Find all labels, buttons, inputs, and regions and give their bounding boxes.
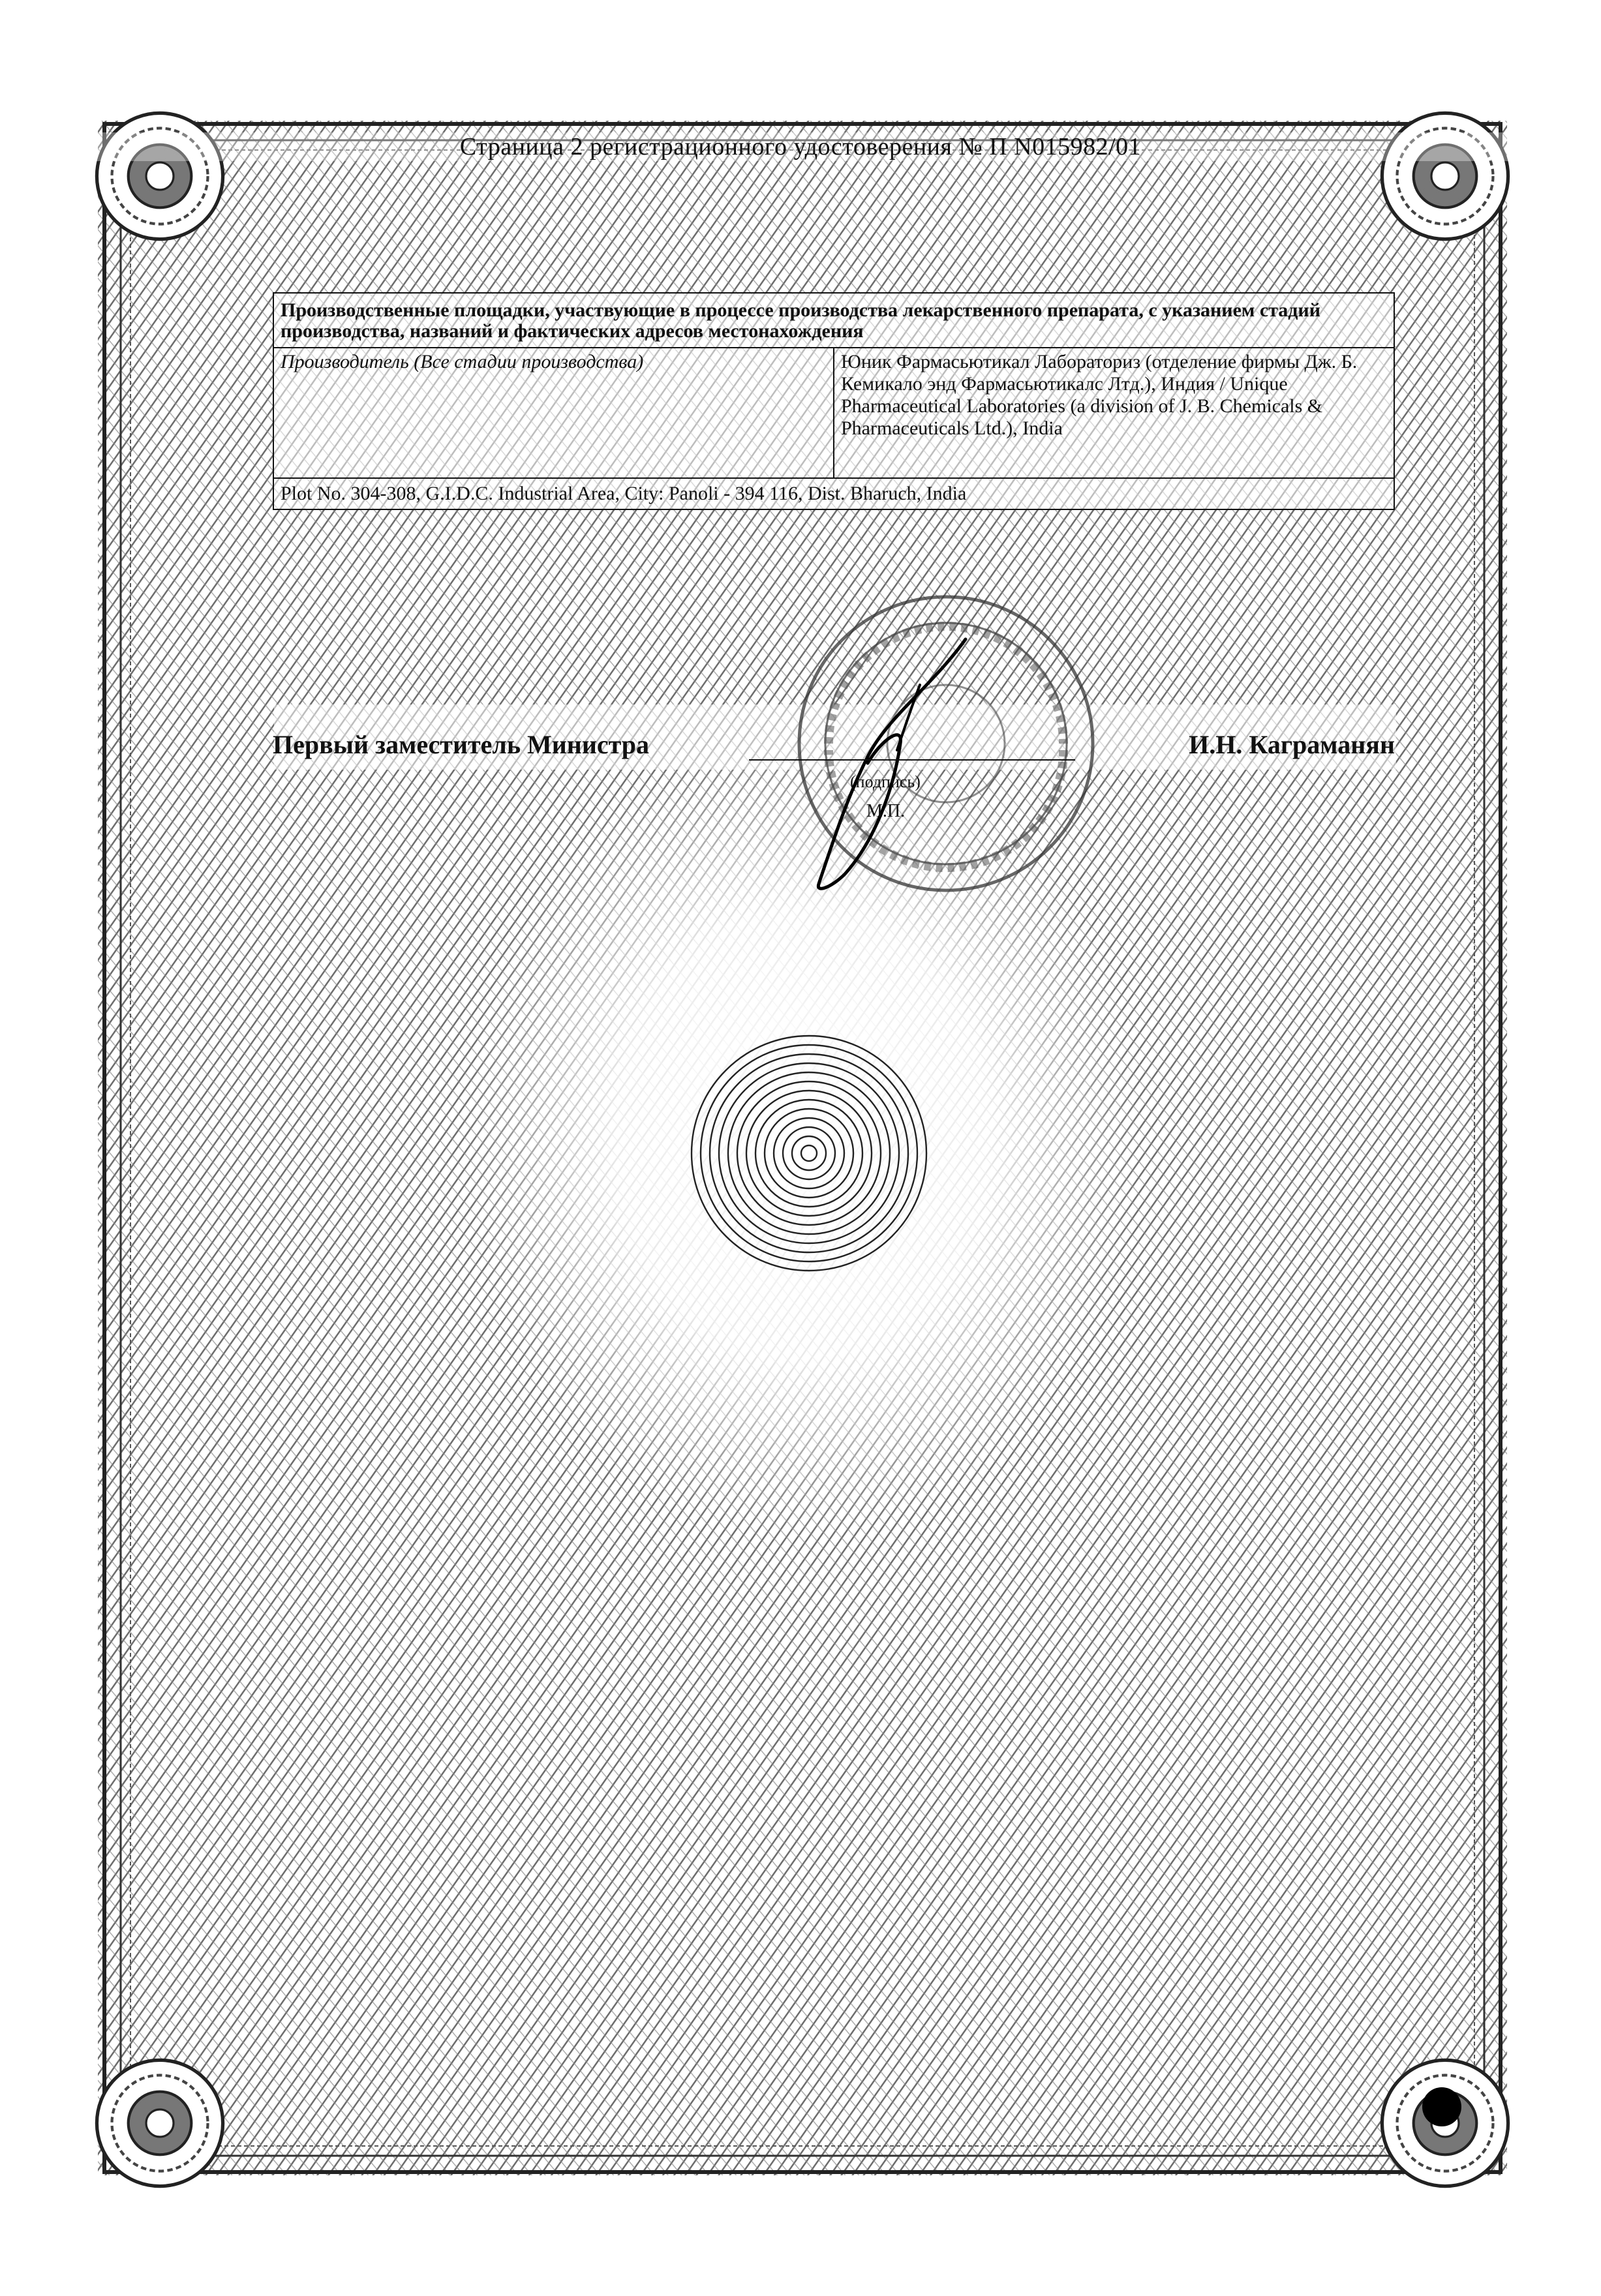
corner-ornament-top-right xyxy=(1377,108,1514,245)
black-dot-mark xyxy=(1422,2087,1461,2126)
corner-ornament-top-left xyxy=(91,108,228,245)
signature-caption: (подпись) xyxy=(850,772,921,791)
production-sites-table xyxy=(273,292,1395,510)
table-row xyxy=(273,478,1394,509)
signature-line xyxy=(749,759,1075,761)
page-title: Страница 2 регистрационного удостоверения № П N015982/01 xyxy=(0,132,1601,161)
signatory-position: Первый заместитель Министра xyxy=(273,730,650,759)
manufacturer-name: Юник Фармасьютикал Лабораториз (отделение фирмы Дж. Б. Кемикало энд Фармасьютикалс Лтд.), Индия / Unique Pharmaceutical Laboratories (a division of J. B. Chemicals & Pharmaceuticals Ltd.), India xyxy=(834,348,1394,478)
table-heading: Производственные площадки, участвующие в процессе производства лекарственного препарата, с указанием стадий производства, названий и фактических адресов местонахождения xyxy=(273,293,1394,348)
stamp-label: М.П. xyxy=(866,801,906,821)
signatory-name: И.Н. Каграманян xyxy=(1189,730,1395,759)
table-row xyxy=(273,293,1394,348)
table-row xyxy=(273,348,1394,478)
manufacturer-address: Plot No. 304-308, G.I.D.C. Industrial Area, City: Panoli - 394 116, Dist. Bharuch, India xyxy=(273,478,1394,509)
signature-block xyxy=(273,729,1395,821)
corner-ornament-bottom-left xyxy=(91,2055,228,2192)
manufacturer-role: Производитель (Все стадии производства) xyxy=(273,348,834,478)
